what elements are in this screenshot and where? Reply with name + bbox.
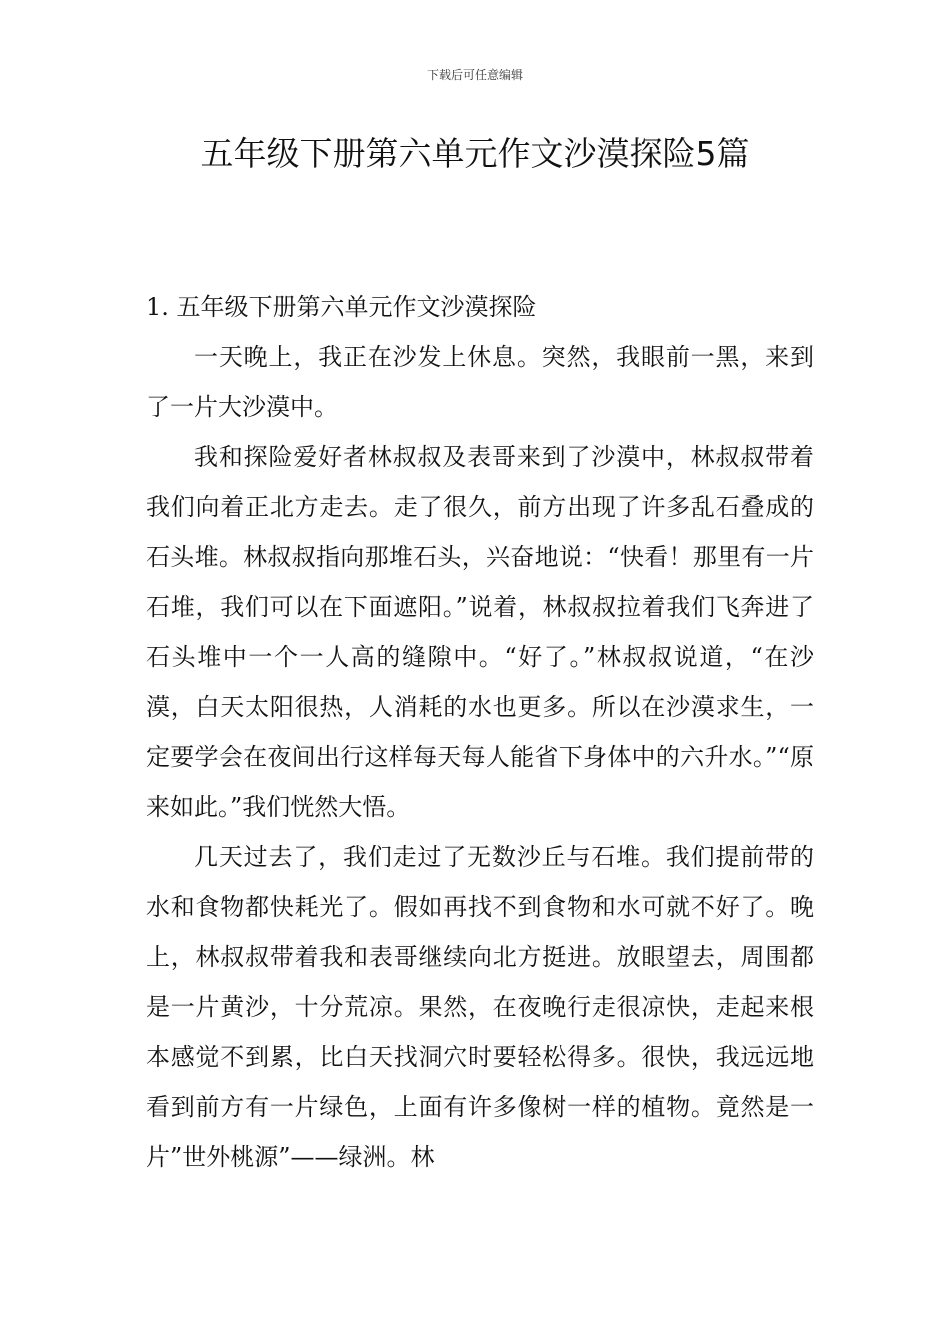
section-heading: 1. 五年级下册第六单元作文沙漠探险: [146, 293, 537, 321]
paragraph: 几天过去了，我们走过了无数沙丘与石堆。我们提前带的水和食物都快耗光了。假如再找不到食物和水可就不好了。晚上，林叔叔带着我和表哥继续向北方挺进。放眼望去，周围都是一片黄沙，十分荒凉。果然，在夜晚行走很凉快，走起来根本感觉不到累，比白天找洞穴时要轻松得多。很快，我远远地看到前方有一片绿色，上面有许多像树一样的植物。竟然是一片”世外桃源”——绿洲。林: [146, 843, 814, 1171]
document-title: 五年级下册第六单元作文沙漠探险5篇: [200, 134, 750, 173]
header-note: 下载后可任意编辑: [426, 68, 523, 82]
paragraph: 一天晚上，我正在沙发上休息。突然，我眼前一黑，来到了一片大沙漠中。: [146, 343, 814, 421]
document-body: [146, 282, 814, 1182]
paragraph: 我和探险爱好者林叔叔及表哥来到了沙漠中，林叔叔带着我们向着正北方走去。走了很久，前方出现了许多乱石叠成的石头堆。林叔叔指向那堆石头，兴奋地说：“快看！那里有一片石堆，我们可以在下面遮阳。”说着，林叔叔拉着我们飞奔进了石头堆中一个一人高的缝隙中。“好了。”林叔叔说道，“在沙漠，白天太阳很热，人消耗的水也更多。所以在沙漠求生，一定要学会在夜间出行这样每天每人能省下身体中的六升水。”“原来如此。”我们恍然大悟。: [146, 443, 814, 821]
